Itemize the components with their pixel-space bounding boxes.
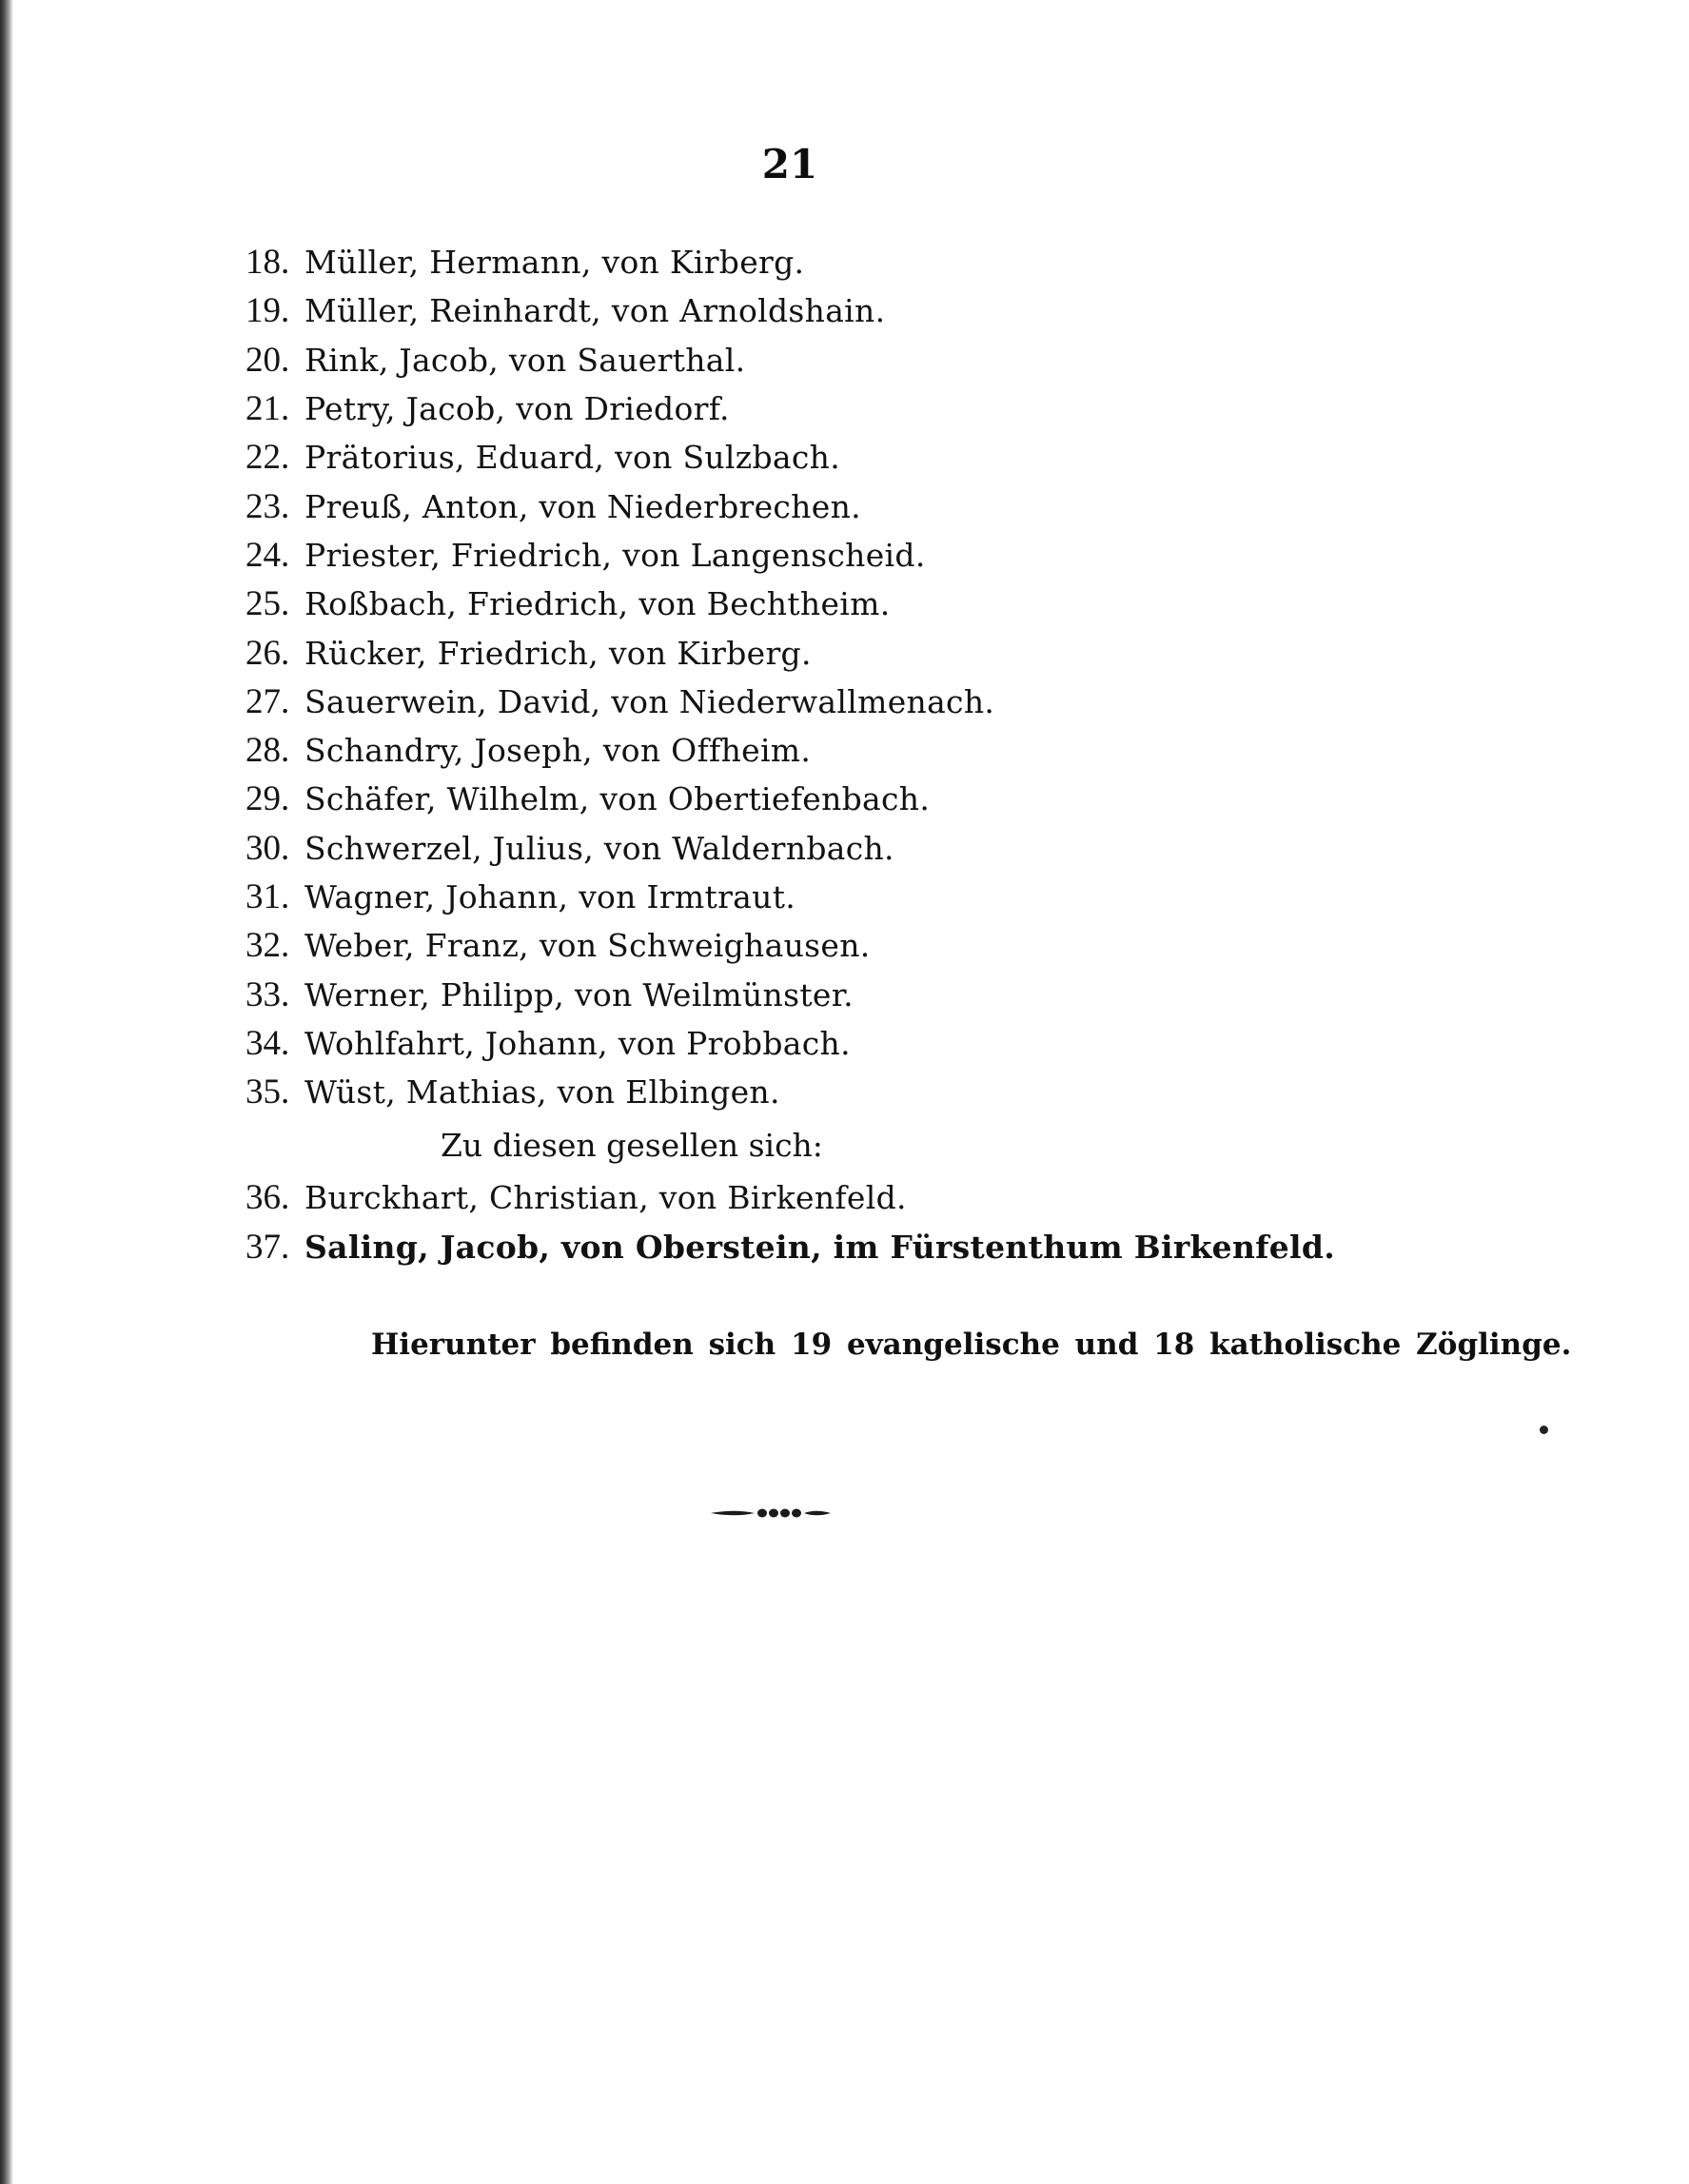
- page-number: 21: [761, 141, 818, 187]
- entry-number: 29.: [245, 779, 290, 819]
- entry-number: 31.: [245, 877, 290, 916]
- entry-number: 21.: [245, 389, 290, 429]
- list-item: [245, 433, 1335, 482]
- entry-number: 37.: [245, 1227, 290, 1267]
- entry-text: Schwerzel, Julius, von Waldernbach.: [304, 829, 894, 867]
- list-item: [245, 678, 1335, 726]
- list-item: [245, 628, 1335, 677]
- entry-text: Preuß, Anton, von Niederbrechen.: [304, 487, 861, 525]
- list-item: [245, 580, 1335, 628]
- entry-number: 24.: [245, 535, 290, 575]
- page-edge-shadow: [0, 0, 13, 2184]
- entry-text: Wagner, Johann, von Irmtraut.: [304, 878, 796, 915]
- list-item: [245, 384, 1335, 433]
- entry-number: 25.: [245, 584, 290, 624]
- entry-text: Rücker, Friedrich, von Kirberg.: [304, 634, 812, 672]
- list-item: [245, 531, 1335, 580]
- entry-text: Roßbach, Friedrich, von Bechtheim.: [304, 585, 891, 623]
- entry-number: 20.: [245, 340, 290, 380]
- entry-number: 34.: [245, 1023, 290, 1063]
- list-item: [245, 824, 1335, 873]
- list-item: [245, 726, 1335, 775]
- list-item: [245, 1173, 1335, 1222]
- entry-number: 19.: [245, 291, 290, 331]
- entry-number: 32.: [245, 926, 290, 966]
- entry-text: Burckhart, Christian, von Birkenfeld.: [304, 1179, 907, 1217]
- entry-text: Werner, Philipp, von Weilmünster.: [304, 975, 854, 1013]
- list-item: [245, 921, 1335, 970]
- entry-number: 27.: [245, 681, 290, 721]
- entry-text: Müller, Reinhardt, von Arnoldshain.: [304, 292, 886, 330]
- entry-number: 22.: [245, 438, 290, 478]
- entry-text: Saling, Jacob, von Oberstein, im Fürstenthum Birkenfeld.: [304, 1228, 1336, 1266]
- entry-number: 30.: [245, 828, 290, 868]
- entry-number: 36.: [245, 1178, 290, 1218]
- entry-text: Prätorius, Eduard, von Sulzbach.: [304, 439, 840, 477]
- entry-number: 33.: [245, 974, 290, 1014]
- list-item: [245, 336, 1335, 384]
- ornament-divider: [709, 1505, 833, 1521]
- entry-text: Wohlfahrt, Johann, von Probbach.: [304, 1024, 851, 1062]
- entry-text: Wüst, Mathias, von Elbingen.: [304, 1073, 780, 1112]
- list-item: [245, 238, 1335, 286]
- entry-number: 18.: [245, 243, 290, 283]
- list-item: [245, 1223, 1335, 1271]
- entry-text: Weber, Franz, von Schweighausen.: [304, 927, 871, 965]
- entry-number: 28.: [245, 731, 290, 771]
- ink-speck: [1540, 1426, 1548, 1434]
- list-item: [245, 1068, 1335, 1116]
- entry-number: 26.: [245, 633, 290, 673]
- list-item: [245, 1019, 1335, 1068]
- list-item: [245, 286, 1335, 335]
- list-item: [245, 775, 1335, 823]
- entry-text: Müller, Hermann, von Kirberg.: [304, 244, 805, 282]
- entry-number: 23.: [245, 486, 290, 526]
- entry-text: Schandry, Joseph, von Offheim.: [304, 732, 812, 770]
- entry-text: Sauerwein, David, von Niederwallmenach.: [304, 682, 995, 720]
- student-list: [245, 238, 1335, 1271]
- entry-text: Priester, Friedrich, von Langenscheid.: [304, 536, 926, 574]
- section-heading: Zu diesen gesellen sich:: [441, 1126, 823, 1164]
- list-item: [245, 873, 1335, 921]
- list-item: [245, 482, 1335, 530]
- entry-text: Schäfer, Wilhelm, von Obertiefenbach.: [304, 780, 931, 818]
- entry-number: 35.: [245, 1072, 290, 1112]
- summary-line: Hierunter befinden sich 19 evangelische und 18 katholische Zöglinge.: [371, 1328, 1572, 1362]
- entry-text: Petry, Jacob, von Driedorf.: [304, 390, 730, 428]
- entry-text: Rink, Jacob, von Sauerthal.: [304, 341, 746, 379]
- list-item: [245, 970, 1335, 1018]
